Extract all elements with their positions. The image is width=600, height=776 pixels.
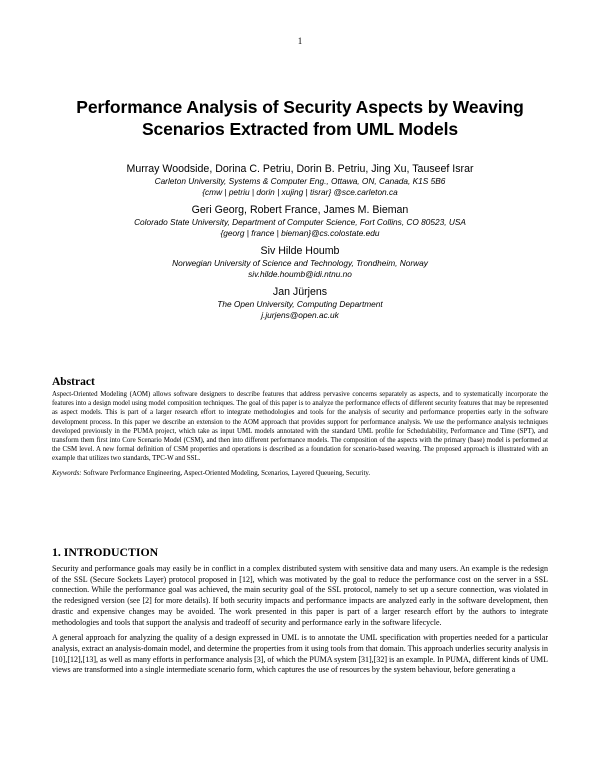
author-group (60, 245, 540, 279)
abstract-heading: Abstract (52, 376, 95, 388)
author-email: {cmw | petriu | dorin | xujing | tisrar} @sce.carleton.ca (202, 186, 398, 197)
author-list (60, 163, 540, 327)
section-heading: 1. INTRODUCTION (52, 545, 159, 559)
author-email: {georg | france | bieman}@cs.colostate.edu (220, 227, 380, 238)
author-affiliation: Colorado State University, Department of Computer Science, Fort Collins, CO 80523, USA (134, 217, 466, 227)
keywords-text: Software Performance Engineering, Aspect-Oriented Modeling, Scenarios, Layered Queueing, Security. (83, 469, 371, 477)
keywords-label: Keywords: (52, 469, 82, 477)
abstract-text: Aspect-Oriented Modeling (AOM) allows software designers to describe features that address pervasive concerns separately as aspects, and to systematically incorporate the features into a design model using model composition techniques. The goal of this paper is to analyze the performance effects of different security features that may be represented as aspect models. This is part of a larger research effort to integrate methodologies and tools for the analysis of security and performance properties early in the software development process. In this paper we describe an extension to the AOM approach that provides support for performance analysis. We use the performance analysis techniques developed previously in the PUMA project, which take as input UML models annotated with the standard UML profile for Schedulability, Performance and Time (SPT), and transform them first into Core Scenario Model (CSM), and then into different performance models. The composition of the aspects with the primary (base) model is performed at the CSM level. A new formal definition of CSM properties and operations is described as a foundation for scenario-based weaving. The proposed approach is illustrated with an example that utilizes two standards, TPC-W and SSL. (52, 391, 548, 463)
author-names: Murray Woodside, Dorina C. Petriu, Dorin B. Petriu, Jing Xu, Tauseef Israr (126, 163, 474, 175)
author-email: j.jurjens@open.ac.uk (261, 309, 339, 320)
title-line-2: Scenarios Extracted from UML Models (141, 119, 459, 139)
author-names: Geri Georg, Robert France, James M. Bieman (191, 204, 409, 216)
abstract-section (52, 376, 548, 478)
author-names: Jan Jürjens (272, 286, 328, 298)
author-group (60, 163, 540, 197)
page-number: 1 (297, 36, 303, 46)
paragraph: A general approach for analyzing the quality of a design expressed in UML is to annotate the UML specification with properties needed for a particular analysis, extract an analysis-domain model, and determine the properties from it using tools from that domain. This approach underlies security analysis in [10],[12],[13], as well as many efforts in performance analysis [3], of which the PUMA system [31],[32] is an example. In PUMA, different kinds of UML views are transformed into a single intermediate scenario form, which captures the use of resources by the system behaviour, before generating a (52, 633, 548, 675)
author-names: Siv Hilde Houmb (260, 245, 340, 257)
author-email: siv.hilde.houmb@idi.ntnu.no (248, 268, 352, 279)
keywords (52, 469, 548, 478)
author-affiliation: Norwegian University of Science and Technology, Trondheim, Norway (172, 258, 428, 268)
author-group (60, 204, 540, 238)
author-group (60, 286, 540, 320)
author-affiliation: Carleton University, Systems & Computer Eng., Ottawa, ON, Canada, K1S 5B6 (154, 176, 446, 186)
title-line-1: Performance Analysis of Security Aspects by Weaving (76, 97, 524, 117)
paragraph: Security and performance goals may easily be in conflict in a complex distributed system with sensitive data and many users. An example is the redesign of the SSL (Secure Sockets Layer) protocol proposed in [12], which was motivated by the goal to reduce the performance cost on the server in a SSL connection. While the performance goal was achieved, the main security goal of the SSL protocol, namely to set up a secure connection, was violated in the redesigned version (see [2] for more details). If both security impacts and performance impacts are analyzed early in the software development, then drastic and expensive changes may be avoided. The work presented in this paper is part of a larger research effort by the authors to integrate methodologies and tools that support the analysis and tradeoff of security and performance early in the software lifecycle. (52, 564, 548, 627)
paper-title (40, 96, 560, 140)
author-affiliation: The Open University, Computing Department (217, 299, 383, 309)
introduction-section (52, 545, 548, 681)
